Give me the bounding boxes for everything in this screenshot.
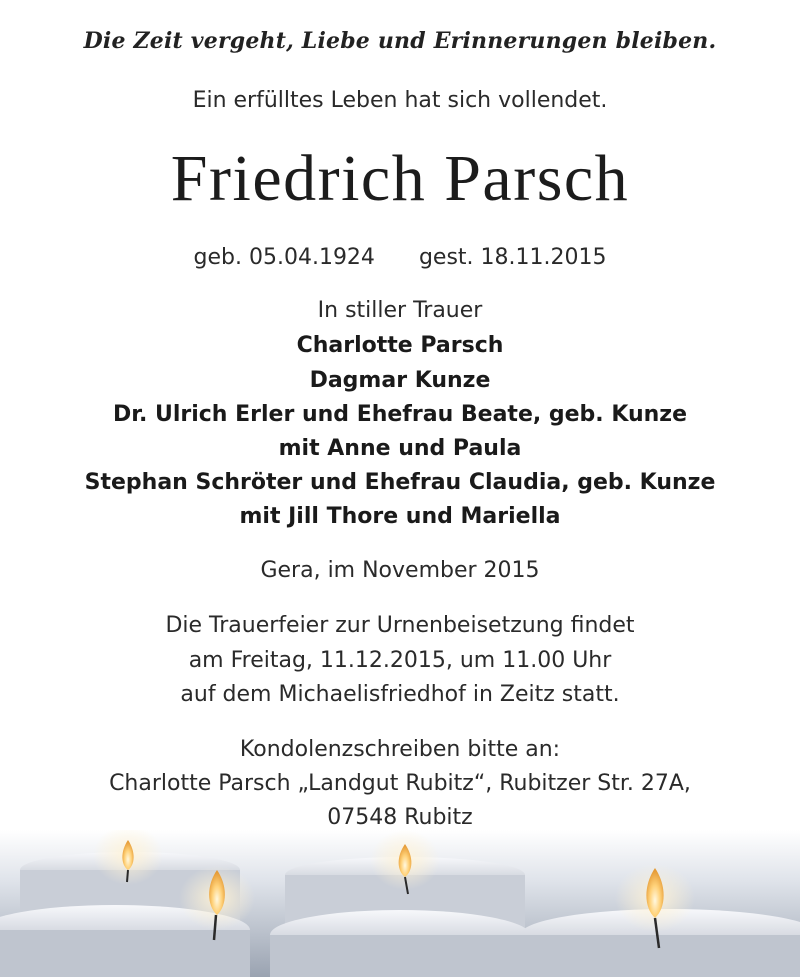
condolence-line: Kondolenzschreiben bitte an:: [239, 737, 561, 762]
motto: Die Zeit vergeht, Liebe und Erinnerungen bleiben.: [83, 28, 717, 54]
intro-line: Ein erfülltes Leben hat sich vollendet.: [192, 88, 608, 113]
candle-front-middle: [270, 910, 530, 977]
life-dates: [0, 245, 800, 270]
mourning-heading: In stiller Trauer: [317, 298, 483, 323]
condolence-line: Charlotte Parsch „Landgut Rubitz“, Rubitzer Str. 27A,: [109, 771, 691, 796]
mourner-line: Dr. Ulrich Erler und Ehefrau Beate, geb. Kunze: [112, 402, 688, 427]
funeral-line: auf dem Michaelisfriedhof in Zeitz statt.: [180, 682, 620, 707]
birth-date: geb. 05.04.1924: [193, 245, 375, 270]
condolence-line: 07548 Rubitz: [327, 805, 473, 830]
mourner-line: Dagmar Kunze: [309, 368, 491, 393]
place-date: Gera, im November 2015: [260, 558, 540, 583]
death-date: gest. 18.11.2015: [418, 245, 607, 270]
funeral-line: am Freitag, 11.12.2015, um 11.00 Uhr: [188, 648, 612, 673]
mourner-line: Charlotte Parsch: [296, 333, 504, 358]
candles-image: [0, 830, 800, 977]
funeral-line: Die Trauerfeier zur Urnenbeisetzung findet: [165, 613, 635, 638]
mourner-line: mit Jill Thore und Mariella: [239, 504, 561, 529]
deceased-name: Friedrich Parsch: [170, 142, 630, 215]
mourner-line: mit Anne und Paula: [278, 436, 522, 461]
mourner-line: Stephan Schröter und Ehefrau Claudia, geb. Kunze: [84, 470, 716, 495]
